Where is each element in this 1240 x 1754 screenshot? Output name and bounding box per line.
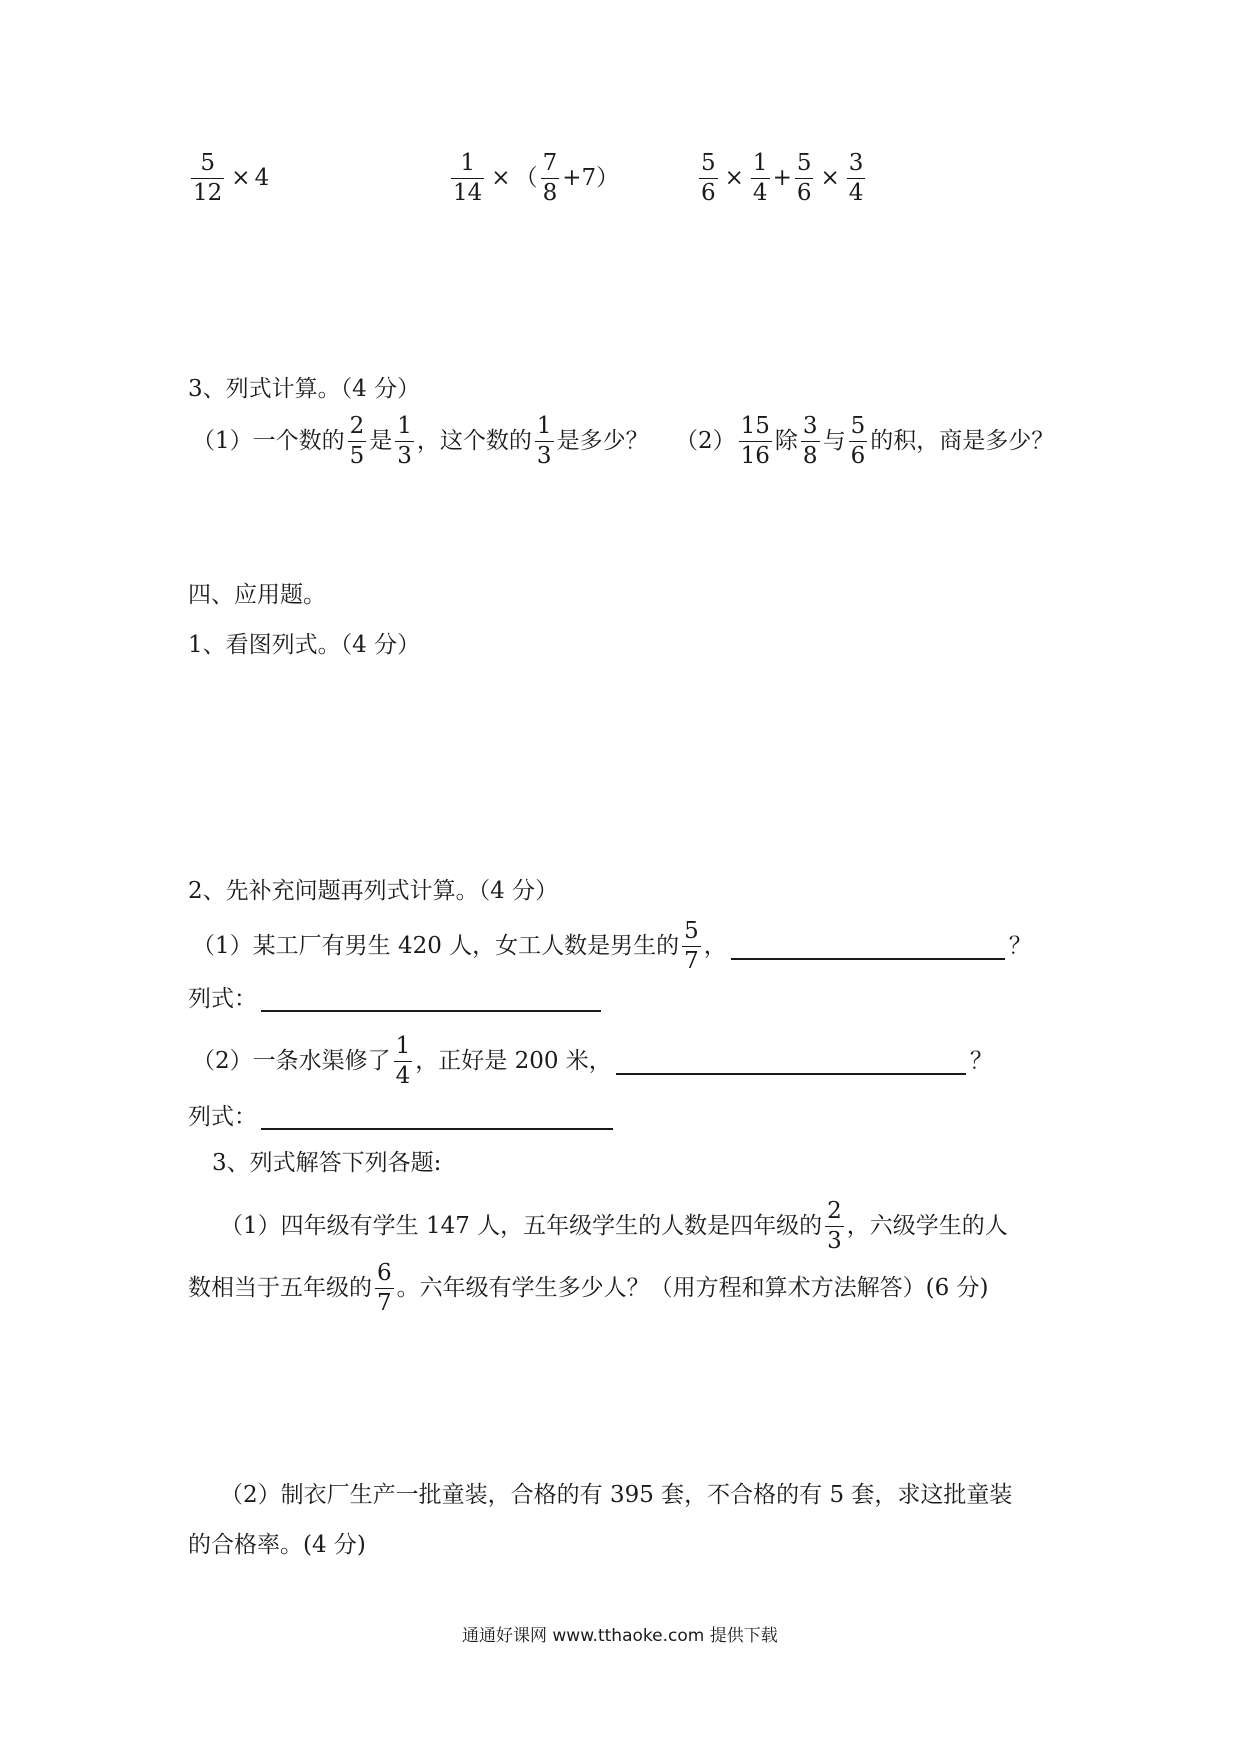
fraction: $\frac{1}{3}$ bbox=[397, 413, 412, 469]
answer-blank[interactable] bbox=[731, 934, 1005, 960]
fraction: $\frac{7}{8}$ bbox=[542, 150, 558, 206]
plus-sign: + bbox=[772, 165, 792, 191]
fraction: $\frac{3}{8}$ bbox=[802, 413, 818, 469]
fraction: $\frac{1}{4}$ bbox=[752, 150, 768, 206]
fraction: $\frac{1}{4}$ bbox=[395, 1033, 411, 1089]
fraction: $\frac{5}{7}$ bbox=[684, 918, 699, 974]
formula-label: 列式： bbox=[188, 1103, 257, 1130]
problem-2-question-1: （1）某工厂有男生 420 人，女工人数是男生的 $\frac{5}{7}$ ， ？ bbox=[192, 918, 1032, 974]
answer-blank[interactable] bbox=[616, 1049, 966, 1075]
section-3-question-2: （2） $\frac{15}{16}$ 除 $\frac{3}{8}$ 与 $\frac{5}{6}$ 的积，商是多少？ bbox=[675, 413, 1055, 469]
formula-blank[interactable] bbox=[261, 1104, 613, 1130]
plus-seven: +7 bbox=[562, 165, 597, 191]
problem-3-question-2-line-1: （2）制衣厂生产一批童装，合格的有 395 套，不合格的有 5 套，求这批童装 bbox=[220, 1482, 1013, 1508]
fraction: $\frac{5}{6}$ bbox=[796, 150, 812, 206]
problem-1: 1、看图列式。（4 分） bbox=[188, 632, 421, 658]
times-sign: × bbox=[724, 165, 744, 191]
fraction: $\frac{15}{16}$ bbox=[740, 413, 770, 469]
problem-3-question-1-line-2: 数相当于五年级的 $\frac{6}{7}$ 。六年级有学生多少人？（用方程和算术方法解答）(6 分) bbox=[188, 1260, 989, 1316]
fraction: $\frac{5}{6}$ bbox=[701, 150, 716, 206]
fraction: $\frac{1}{3}$ bbox=[536, 413, 552, 469]
times-sign: × bbox=[491, 165, 511, 191]
number: 4 bbox=[254, 165, 270, 191]
fraction: $\frac{3}{4}$ bbox=[848, 150, 864, 206]
formula-label: 列式： bbox=[188, 985, 257, 1012]
formula-blank[interactable] bbox=[261, 986, 601, 1012]
times-sign: × bbox=[820, 165, 840, 191]
fraction: $\frac{5}{12}$ bbox=[193, 150, 223, 206]
expression-1 bbox=[188, 152, 269, 205]
section-4-heading: 四、应用题。 bbox=[188, 582, 326, 608]
times-sign: × bbox=[231, 165, 251, 191]
expression-3 bbox=[696, 152, 868, 205]
fraction: $\frac{2}{3}$ bbox=[827, 1198, 842, 1254]
formula-line-2 bbox=[188, 1104, 617, 1130]
right-paren: ） bbox=[596, 165, 620, 191]
problem-2-question-2: （2）一条水渠修了 $\frac{1}{4}$ ，正好是 200 米， ？ bbox=[192, 1033, 993, 1089]
fraction: $\frac{1}{14}$ bbox=[453, 150, 483, 206]
fraction: $\frac{5}{6}$ bbox=[850, 413, 866, 469]
section-3-question-1: （1）一个数的 $\frac{2}{5}$ 是 $\frac{1}{3}$ ，这个数的 $\frac{1}{3}$ 是多少？ bbox=[192, 413, 649, 469]
formula-line-1 bbox=[188, 986, 605, 1012]
expression-2 bbox=[448, 152, 619, 205]
section-3-heading: 3、列式计算。（4 分） bbox=[188, 376, 421, 402]
problem-2: 2、先补充问题再列式计算。（4 分） bbox=[188, 878, 559, 904]
problem-3-question-2-line-2: 的合格率。(4 分) bbox=[188, 1532, 366, 1558]
problem-3: 3、列式解答下列各题: bbox=[212, 1150, 442, 1176]
problem-3-question-1-line-1: （1）四年级有学生 147 人，五年级学生的人数是四年级的 $\frac{2}{3}$ ，六级学生的人 bbox=[220, 1198, 1008, 1254]
fraction: $\frac{6}{7}$ bbox=[377, 1260, 392, 1316]
footer-text: 通通好课网 www.tthaoke.com 提供下载 bbox=[462, 1626, 778, 1646]
fraction: $\frac{2}{5}$ bbox=[349, 413, 365, 469]
left-paren: （ bbox=[514, 165, 538, 191]
